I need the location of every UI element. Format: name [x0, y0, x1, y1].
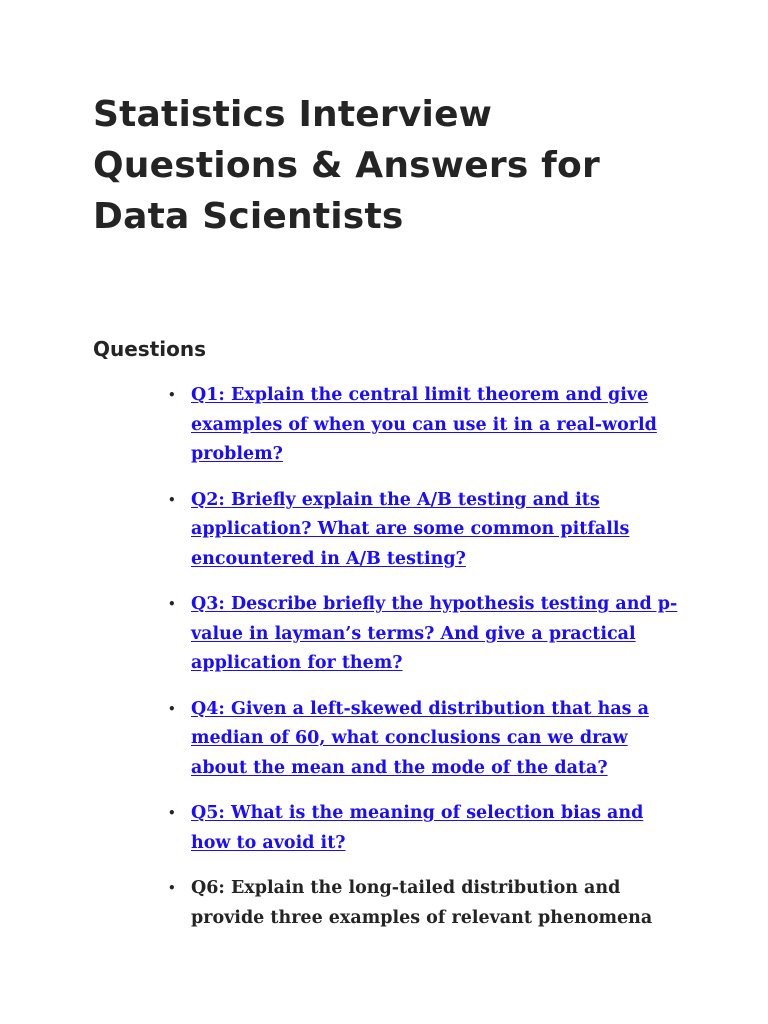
question-link-5[interactable]: Q5: What is the meaning of selection bias and how to avoid it? [191, 803, 644, 853]
question-list [168, 381, 688, 949]
question-link-4[interactable]: Q4: Given a left-skewed distribution that has a median of 60, what conclusions can we draw about the mean and the mode of the data? [191, 698, 649, 778]
question-link-1[interactable]: Q1: Explain the central limit theorem and give examples of when you can use it in a real-world problem? [191, 385, 657, 464]
bullet-icon: • [168, 492, 176, 507]
question-item-6 [168, 874, 688, 933]
question-item-4 [168, 695, 688, 784]
question-link-3[interactable]: Q3: Describe briefly the hypothesis testing and p-value in layman’s terms? And give a practical application for them? [191, 594, 678, 673]
bullet-icon: • [168, 881, 176, 895]
question-item-3 [168, 590, 688, 679]
article-header [93, 89, 693, 242]
bullet-icon: • [168, 597, 176, 611]
title-line-1: Statistics Interview [93, 94, 493, 135]
question-item-5 [168, 799, 688, 858]
bullet-icon: • [168, 701, 176, 716]
bullet-icon: • [168, 388, 176, 402]
page-title [93, 89, 693, 242]
question-item-2 [168, 486, 688, 575]
question-item-1 [168, 381, 688, 470]
section-heading-questions: Questions [93, 337, 207, 361]
title-line-2: Questions & Answers for [93, 145, 600, 186]
question-text-6: Q6: Explain the long-tailed distribution and provide three examples of relevant phenomena [191, 878, 653, 928]
question-link-2[interactable]: Q2: Briefly explain the A/B testing and its application? What are some common pitfalls encountered in A/B testing? [191, 489, 630, 569]
title-line-3: Data Scientists [93, 196, 404, 237]
bullet-icon: • [168, 806, 176, 820]
